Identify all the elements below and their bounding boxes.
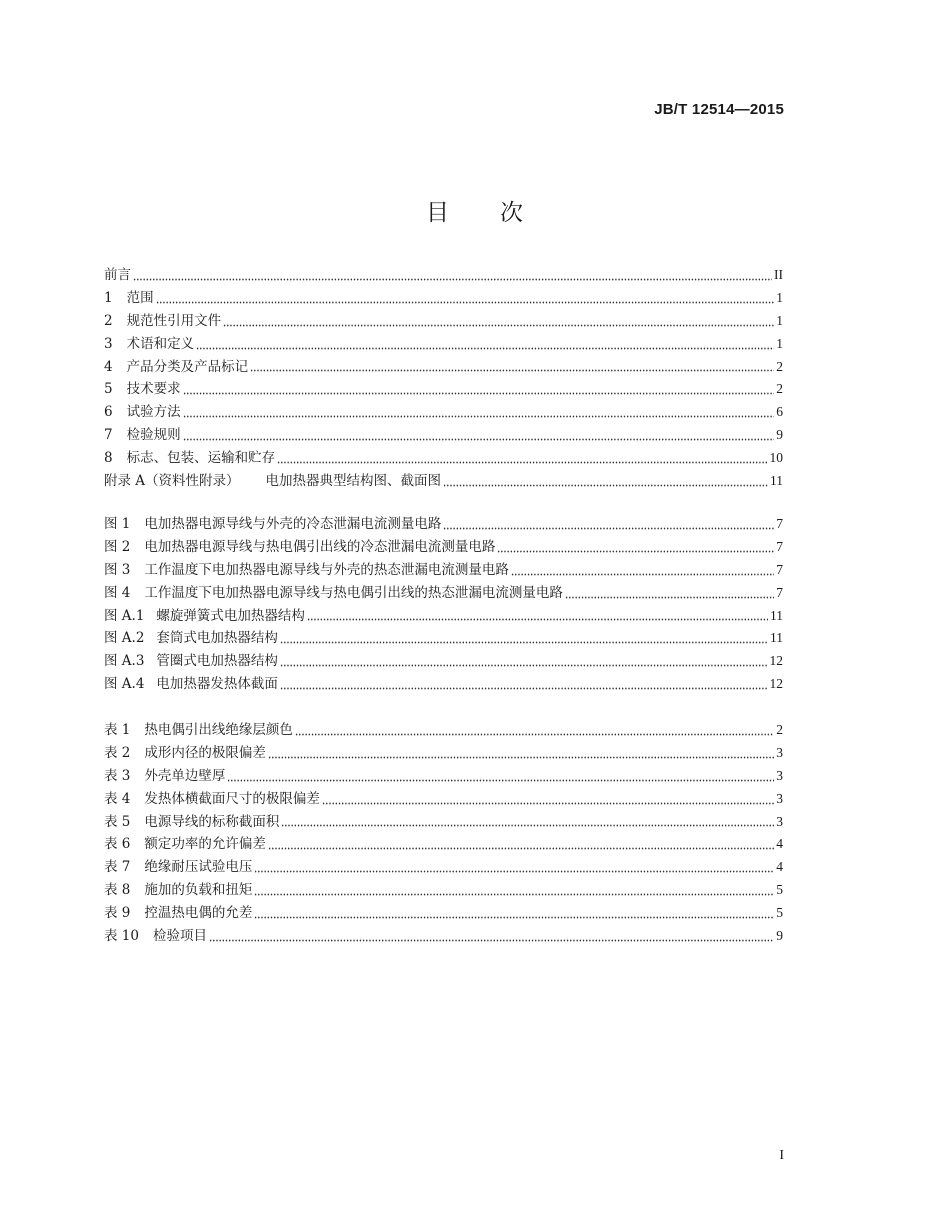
leader-dots <box>322 795 774 805</box>
leader-dots <box>183 408 775 418</box>
toc-entry[interactable] <box>104 424 783 447</box>
toc-entry-label <box>104 424 181 447</box>
toc-entry[interactable] <box>104 582 783 605</box>
leader-dots <box>254 909 774 919</box>
toc-entry-number: 5 <box>104 381 113 398</box>
toc-entry-title: 绝缘耐压试验电压 <box>144 859 253 876</box>
toc-entry-title: 检验项目 <box>152 928 207 945</box>
leader-dots <box>254 886 774 896</box>
toc-entry-page: 3 <box>776 790 783 806</box>
leader-dots <box>268 749 774 759</box>
toc-entry-number: 4 <box>104 358 113 375</box>
toc-entry-number: 表 9 <box>104 905 131 922</box>
leader-dots <box>254 863 774 873</box>
toc-entry[interactable] <box>104 742 783 765</box>
toc-entry-page: 12 <box>769 653 783 669</box>
toc-entry-number: 图 A.3 <box>104 653 145 670</box>
toc-entry-label <box>104 765 225 788</box>
toc-entry-page: 2 <box>776 722 783 737</box>
toc-entry-page: 5 <box>776 905 783 921</box>
toc-entry-title: 试验方法 <box>126 404 181 421</box>
toc-entry-title: 外壳单边壁厚 <box>144 767 226 784</box>
toc-entry-label <box>104 356 248 379</box>
toc-entry-page: 1 <box>776 289 783 305</box>
toc-entry-number: 表 8 <box>104 882 131 899</box>
toc-entry[interactable] <box>104 627 783 650</box>
toc-entry-title: 螺旋弹簧式电加热器结构 <box>156 607 305 624</box>
toc-entry[interactable] <box>104 287 783 310</box>
toc-entry[interactable] <box>104 925 783 948</box>
toc-sections-list <box>104 264 783 493</box>
toc-entry-title: 套筒式电加热器结构 <box>156 630 278 647</box>
toc-entry-number: 图 4 <box>104 584 131 601</box>
toc-entry[interactable] <box>104 333 783 356</box>
toc-entry-label <box>104 401 181 424</box>
toc-entry-label <box>104 605 305 628</box>
toc-entry-title: 电加热器电源导线与外壳的冷态泄漏电流测量电路 <box>144 516 442 532</box>
toc-entry[interactable] <box>104 470 783 493</box>
toc-entry-page: 7 <box>776 538 783 554</box>
toc-entry-page: 4 <box>776 836 783 852</box>
toc-entry-label <box>104 627 278 650</box>
toc-entry-title: 施加的负载和扭矩 <box>144 882 253 899</box>
toc-entry-label <box>104 470 441 493</box>
toc-entry-number: 图 1 <box>104 516 131 532</box>
toc-entry-title: 标志、包装、运输和贮存 <box>126 450 276 467</box>
toc-entry-page: 11 <box>770 607 783 623</box>
leader-dots <box>280 634 768 644</box>
toc-entry-page: 10 <box>769 450 783 466</box>
toc-entry-label <box>104 650 278 673</box>
toc-entry-label <box>104 582 563 605</box>
toc-entry-page: 7 <box>776 516 783 531</box>
toc-entry-label <box>104 811 279 834</box>
leader-dots <box>443 520 774 530</box>
toc-entry[interactable] <box>104 765 783 788</box>
toc-entry-number: 2 <box>104 312 113 329</box>
toc-entry-number: 图 A.2 <box>104 630 145 647</box>
toc-entry-label <box>104 719 293 742</box>
toc-entry-page: 4 <box>776 859 783 875</box>
leader-dots <box>443 477 768 487</box>
leader-dots <box>209 932 774 942</box>
toc-entry-label <box>104 925 207 948</box>
toc-entry-label <box>104 559 509 582</box>
toc-entry-page: 3 <box>776 767 783 783</box>
toc-entry-page: 5 <box>776 882 783 898</box>
toc-entry-number: 图 A.4 <box>104 676 145 693</box>
toc-entry-number: 表 7 <box>104 859 131 876</box>
toc-entry[interactable] <box>104 673 783 696</box>
toc-entry-page: 12 <box>769 676 783 692</box>
toc-entry-number: 3 <box>104 335 113 352</box>
toc-entry-label <box>104 264 131 287</box>
toc-entry-title: 前言 <box>104 267 131 283</box>
toc-entry-title: 额定功率的允许偏差 <box>144 836 266 853</box>
leader-dots <box>307 611 768 621</box>
toc-entry-label <box>104 833 266 856</box>
leader-dots <box>223 317 774 327</box>
toc-entry[interactable] <box>104 378 783 401</box>
toc-entry[interactable] <box>104 310 783 333</box>
toc-entry-title: 检验规则 <box>126 427 181 444</box>
leader-dots <box>183 385 775 395</box>
toc-entry-label <box>104 513 441 536</box>
leader-dots <box>268 840 774 850</box>
toc-entry[interactable] <box>104 833 783 856</box>
toc-entry-number: 8 <box>104 450 113 467</box>
toc-tables-list <box>104 719 783 948</box>
toc-entry-title: 工作温度下电加热器电源导线与热电偶引出线的热态泄漏电流测量电路 <box>144 584 563 601</box>
toc-entry-page: 7 <box>776 561 783 577</box>
toc-entry-label <box>104 879 252 902</box>
toc-figures-list <box>104 513 783 696</box>
toc-entry-title: 电加热器电源导线与热电偶引出线的冷态泄漏电流测量电路 <box>144 538 496 555</box>
toc-entry-label <box>104 447 275 470</box>
toc-entry-page: 3 <box>776 744 783 760</box>
toc-entry[interactable] <box>104 401 783 424</box>
toc-entry-title: 电加热器典型结构图、截面图 <box>265 473 442 490</box>
toc-entry-title: 热电偶引出线绝缘层颜色 <box>144 722 293 738</box>
leader-dots <box>196 340 774 350</box>
toc-entry-page: 6 <box>776 404 783 420</box>
toc-entry-number: 图 3 <box>104 561 131 578</box>
toc-entry-page: 2 <box>776 358 783 374</box>
toc-entry[interactable] <box>104 605 783 628</box>
toc-entry-title: 发热体横截面尺寸的极限偏差 <box>144 790 320 807</box>
toc-entry-number: 6 <box>104 404 113 421</box>
toc-entry-title: 控温热电偶的允差 <box>144 905 253 922</box>
toc-entry[interactable] <box>104 902 783 925</box>
toc-entry[interactable] <box>104 650 783 673</box>
toc-entry-label <box>104 333 194 356</box>
toc-entry-title: 技术要求 <box>126 381 181 398</box>
toc-entry-label <box>104 856 252 879</box>
toc-entry-number: 表 4 <box>104 790 131 807</box>
toc-entry[interactable] <box>104 559 783 582</box>
standard-code: JB/T 12514—2015 <box>654 101 784 118</box>
toc-entry-title: 工作温度下电加热器电源导线与外壳的热态泄漏电流测量电路 <box>144 561 509 578</box>
toc-entry-page: 9 <box>776 928 783 944</box>
leader-dots <box>281 817 774 827</box>
leader-dots <box>133 271 772 281</box>
toc-entry-label <box>104 378 181 401</box>
toc-entry-page: 2 <box>776 381 783 397</box>
toc-entry-title: 电加热器发热体截面 <box>156 676 278 693</box>
toc-entry-number: 附录 A（资料性附录） <box>104 473 240 490</box>
toc-entry-label <box>104 788 320 811</box>
toc-entry[interactable] <box>104 788 783 811</box>
toc-entry[interactable] <box>104 879 783 902</box>
toc-entry[interactable] <box>104 811 783 834</box>
toc-entry[interactable] <box>104 513 783 536</box>
page-number: I <box>779 1148 784 1163</box>
toc-entry-number: 表 5 <box>104 813 131 830</box>
toc-entry-page: 1 <box>776 335 783 351</box>
toc-entry-number: 表 10 <box>104 928 139 945</box>
toc-entry[interactable] <box>104 856 783 879</box>
leader-dots <box>295 726 774 736</box>
leader-dots <box>250 362 774 372</box>
toc-entry-page: 1 <box>776 312 783 328</box>
toc-entry-page: 11 <box>770 630 783 646</box>
leader-dots <box>280 657 768 667</box>
leader-dots <box>497 543 774 553</box>
toc-entry-page: 9 <box>776 427 783 443</box>
toc-entry-number: 7 <box>104 427 113 444</box>
toc-entry-number: 图 2 <box>104 538 131 555</box>
toc-entry[interactable] <box>104 356 783 379</box>
toc-entry-number: 1 <box>104 289 113 306</box>
toc-entry[interactable] <box>104 447 783 470</box>
toc-entry[interactable] <box>104 264 783 287</box>
toc-entry-label <box>104 536 495 559</box>
leader-dots <box>156 294 775 304</box>
toc-entry-number: 表 3 <box>104 767 131 784</box>
page-title <box>0 194 950 227</box>
toc-entry-page: 7 <box>776 584 783 600</box>
toc-entry-label <box>104 673 278 696</box>
toc-entry-page: 11 <box>770 473 783 489</box>
leader-dots <box>183 431 775 441</box>
toc-entry-label <box>104 287 154 310</box>
toc-entry-label <box>104 902 252 925</box>
toc-entry-number: 表 1 <box>104 722 131 738</box>
leader-dots <box>277 454 767 464</box>
toc-entry-label <box>104 742 266 765</box>
toc-entry-page: II <box>774 267 783 282</box>
toc-entry-label <box>104 310 221 333</box>
toc-entry-title: 术语和定义 <box>126 335 195 352</box>
leader-dots <box>227 772 774 782</box>
toc-entry-title: 规范性引用文件 <box>126 312 222 329</box>
title-char-2: 次 <box>500 200 524 226</box>
leader-dots <box>565 589 774 599</box>
toc-entry-title: 产品分类及产品标记 <box>126 358 249 375</box>
toc-entry-page: 3 <box>776 813 783 829</box>
toc-entry[interactable] <box>104 536 783 559</box>
toc-entry-title: 管圈式电加热器结构 <box>156 653 278 670</box>
toc-entry-title: 电源导线的标称截面积 <box>144 813 280 830</box>
leader-dots <box>280 680 768 690</box>
title-char-1: 目 <box>426 200 450 226</box>
toc-entry[interactable] <box>104 719 783 742</box>
toc-entry-number: 表 2 <box>104 744 131 761</box>
toc-entry-number: 表 6 <box>104 836 131 853</box>
leader-dots <box>511 566 774 576</box>
toc-entry-title: 范围 <box>126 289 154 306</box>
toc-entry-title: 成形内径的极限偏差 <box>144 744 266 761</box>
toc-entry-number: 图 A.1 <box>104 607 145 624</box>
